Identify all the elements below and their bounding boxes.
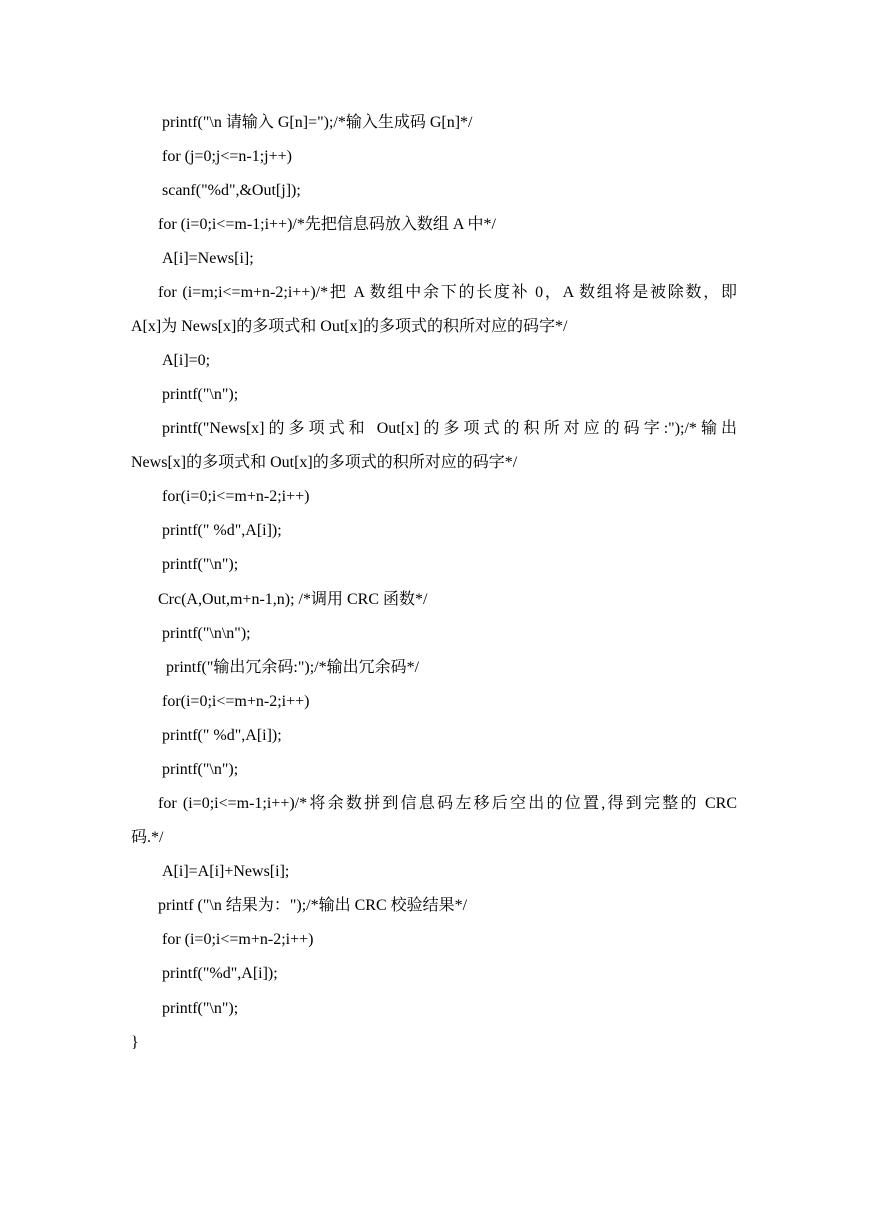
code-line: scanf("%d",&Out[j]);	[162, 182, 301, 199]
code-line: A[x]为 News[x]的多项式和 Out[x]的多项式的积所对应的码字*/	[131, 318, 568, 335]
closing-brace: }	[131, 1034, 139, 1051]
code-line: A[i]=A[i]+News[i];	[162, 863, 290, 880]
code-line: 码.*/	[131, 829, 164, 846]
code-line: printf ("\n 结果为：");/*输出 CRC 校验结果*/	[158, 897, 468, 914]
code-line: Crc(A,Out,m+n-1,n); /*调用 CRC 函数*/	[158, 591, 428, 608]
code-line: for (i=m;i<=m+n-2;i++)/*把 A 数组中余下的长度补 0，A 数组将是被除数，即	[158, 284, 737, 301]
code-line: for (i=0;i<=m+n-2;i++)	[162, 931, 314, 948]
code-line: for(i=0;i<=m+n-2;i++)	[162, 693, 310, 710]
code-line: printf(" %d",A[i]);	[162, 522, 282, 539]
code-line: printf(" %d",A[i]);	[162, 727, 282, 744]
code-line: for (j=0;j<=n-1;j++)	[162, 148, 292, 165]
code-line: News[x]的多项式和 Out[x]的多项式的积所对应的码字*/	[131, 454, 518, 471]
code-line: printf("\n\n");	[162, 625, 251, 642]
code-line: printf("\n");	[162, 761, 239, 778]
code-line: printf("News[x]的多项式和 Out[x]的多项式的积所对应的码字:");/*输出	[162, 420, 737, 437]
code-line: printf("%d",A[i]);	[162, 965, 278, 982]
code-line: printf("\n 请输入 G[n]=");/*输入生成码 G[n]*/	[162, 114, 473, 131]
code-line: printf("\n");	[162, 556, 239, 573]
code-line: printf("\n");	[162, 1000, 239, 1017]
code-line: for (i=0;i<=m-1;i++)/*先把信息码放入数组 A 中*/	[158, 216, 496, 233]
code-line: for(i=0;i<=m+n-2;i++)	[162, 488, 310, 505]
code-line: for (i=0;i<=m-1;i++)/*将余数拼到信息码左移后空出的位置,得到完整的 CRC	[158, 795, 737, 812]
code-line: A[i]=0;	[162, 352, 211, 369]
code-line: printf("输出冗余码:");/*输出冗余码*/	[166, 659, 420, 676]
code-line: printf("\n");	[162, 386, 239, 403]
code-line: A[i]=News[i];	[162, 250, 254, 267]
